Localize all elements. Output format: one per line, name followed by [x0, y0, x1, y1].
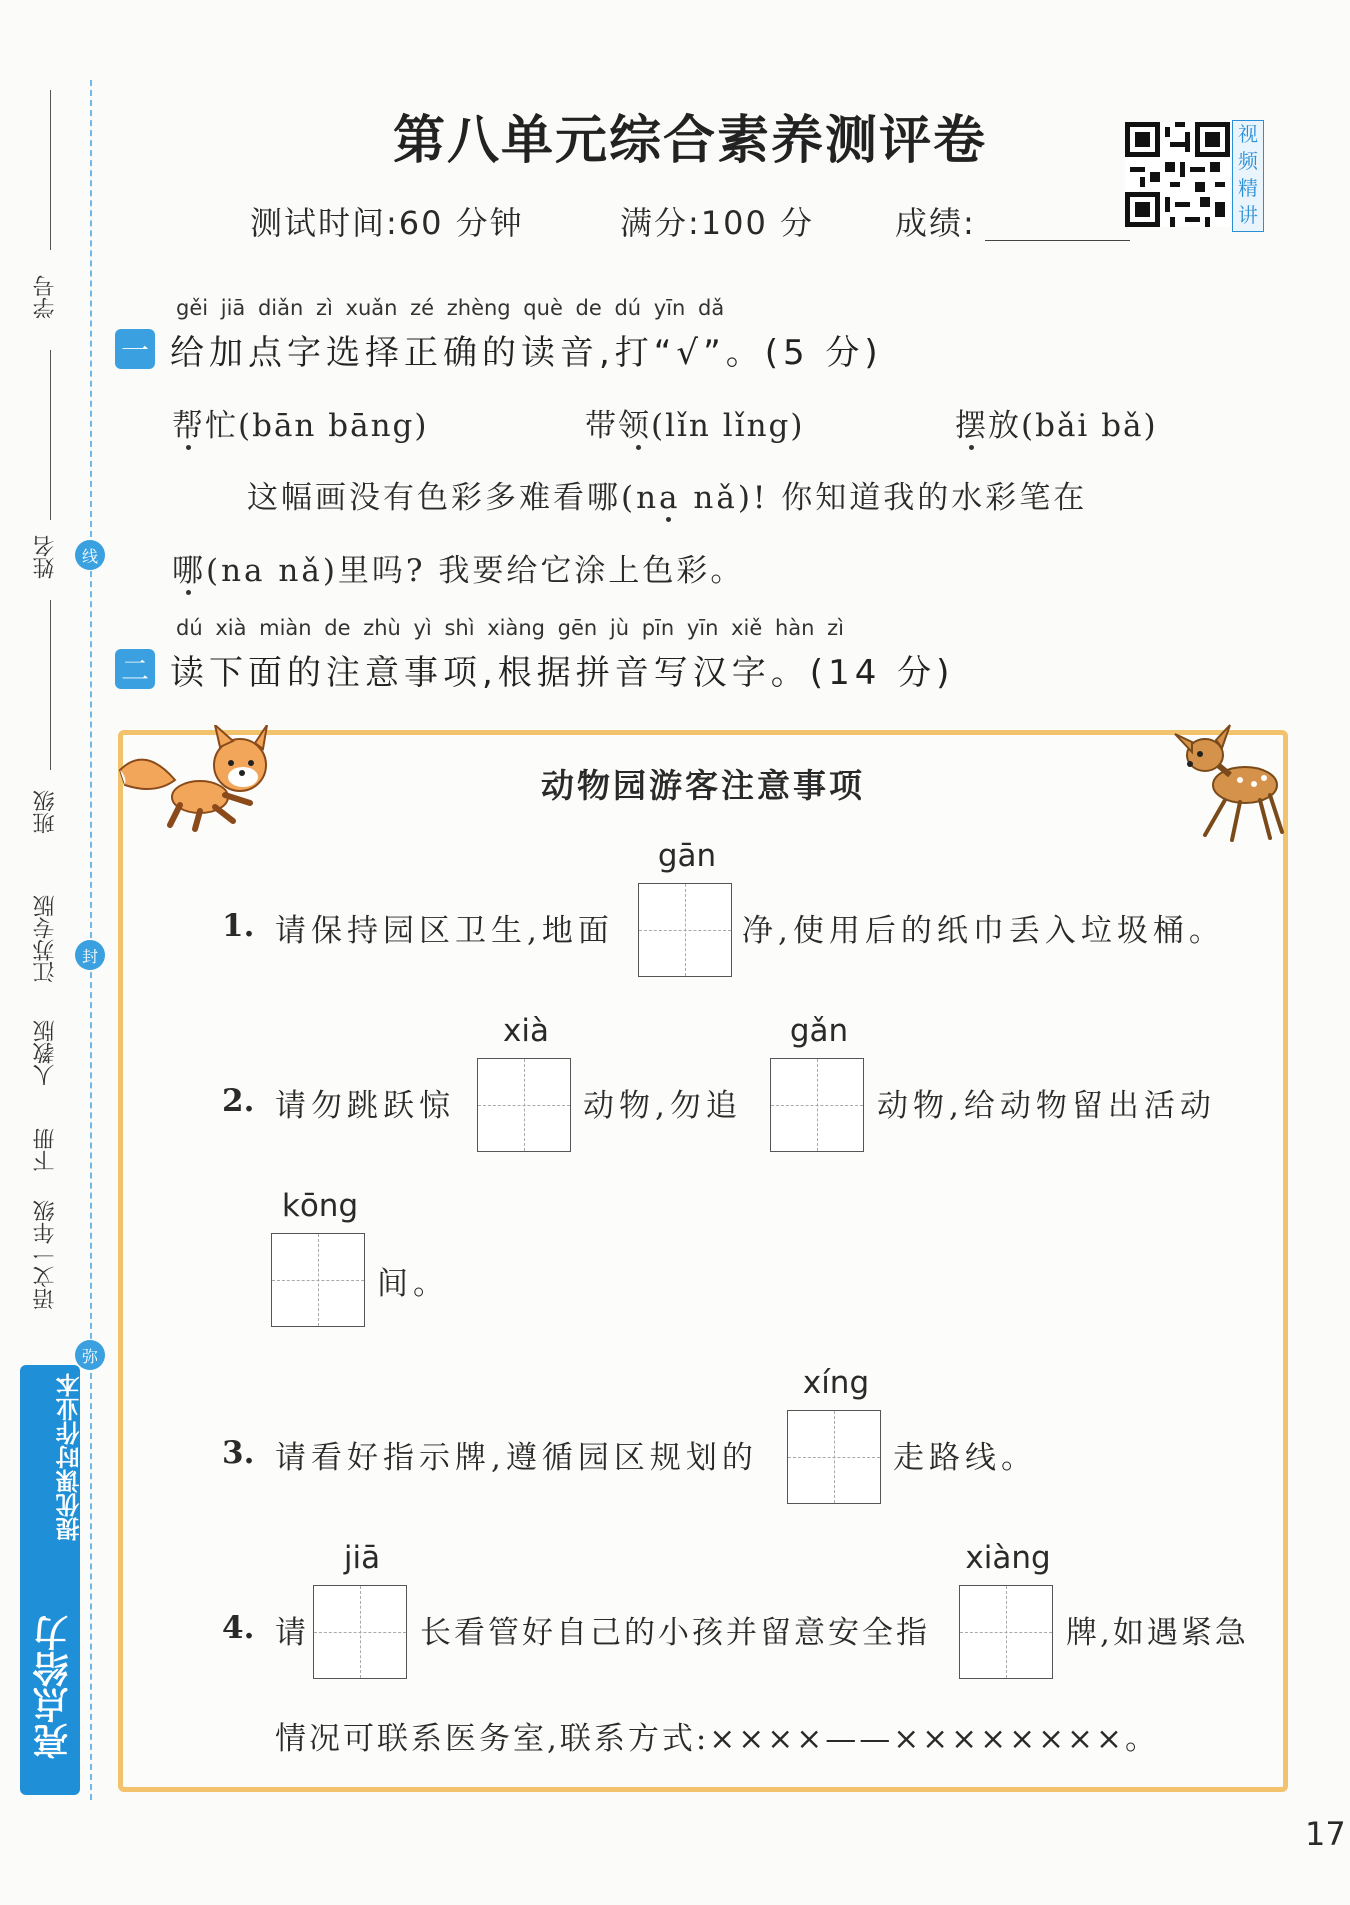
q2-answer-box-1[interactable]: [477, 1058, 571, 1152]
q2-text-middle: 动物,勿追: [583, 1088, 742, 1124]
student-no-label: 学号: [33, 275, 58, 319]
edition-label: 江苏专版: [33, 895, 58, 983]
q2-pinyin-2: gǎn: [789, 1013, 849, 1049]
page-number: 17: [1305, 1815, 1346, 1853]
section1-pinyin: gěi jiā diǎn zì xuǎn zé zhèng què de dú yīn dǎ: [176, 296, 725, 320]
q2-answer-box-3[interactable]: [271, 1233, 365, 1327]
seal-mark: 封: [75, 940, 105, 970]
section2-pinyin: dú xià miàn de zhù yì shì xiàng gēn jù pīn yīn xiě hàn zì: [176, 616, 844, 640]
q4-text-before: 请: [275, 1615, 311, 1651]
q4-text-middle: 长看管好自己的小孩并留意安全指: [420, 1615, 930, 1651]
test-time: 测试时间:60 分钟: [250, 204, 524, 242]
q1-number: 1.: [222, 908, 255, 944]
q2-text-before: 请勿跳跃惊: [275, 1088, 455, 1124]
video-lecture-label[interactable]: 视 频 精 讲: [1232, 120, 1264, 232]
q2-pinyin-1: xià: [503, 1013, 549, 1049]
q1-answer-box[interactable]: [638, 883, 732, 977]
q3-number: 3.: [222, 1435, 255, 1471]
publisher-label: 人教版: [33, 1020, 58, 1086]
emphasis-dot: [969, 445, 974, 450]
bind-mark: 弥: [75, 1340, 105, 1370]
line-mark: 线: [75, 540, 105, 570]
section2-heading: 读下面的注意事项,根据拼音写汉字。(14 分): [170, 653, 955, 693]
q1-text-after: 净,使用后的纸巾丢入垃圾桶。: [742, 913, 1225, 949]
q2-number: 2.: [222, 1083, 255, 1119]
q4-text-after: 牌,如遇紧急: [1066, 1615, 1249, 1651]
student-no-line: [50, 90, 51, 250]
s1-item-baifang: 摆放(bǎi bǎ): [955, 408, 1158, 444]
binding-margin: [0, 0, 98, 1905]
full-score: 满分:100 分: [620, 204, 815, 242]
emphasis-dot: [186, 590, 191, 595]
q4-pinyin-2: xiàng: [965, 1540, 1051, 1576]
brand-band: [20, 1365, 84, 1795]
q4-answer-box-2[interactable]: [959, 1585, 1053, 1679]
name-label: 姓名: [33, 535, 58, 579]
emphasis-dot: [666, 517, 671, 522]
q1-pinyin: gān: [657, 838, 717, 874]
emphasis-dot: [636, 445, 641, 450]
q1-text-before: 请保持园区卫生,地面: [275, 913, 614, 949]
class-label: 班级: [33, 790, 58, 834]
q4-number: 4.: [222, 1610, 255, 1646]
section1-heading: 给加点字选择正确的读音,打“√”。(5 分): [170, 333, 883, 373]
s1-sentence-line1: 这幅画没有色彩多难看哪(na nǎ)! 你知道我的水彩笔在: [247, 480, 1088, 516]
q3-text-before: 请看好指示牌,遵循园区规划的: [275, 1440, 758, 1476]
q2-pinyin-3: kōng: [281, 1188, 359, 1224]
class-line: [50, 600, 51, 770]
s1-item-dailing: 带领(lǐn lǐng): [585, 408, 805, 444]
q4-pinyin-1: jiā: [343, 1540, 381, 1576]
brand-top: 提优课时作业本: [56, 1373, 84, 1541]
panel-title: 动物园游客注意事项: [541, 766, 865, 805]
q3-text-after: 走路线。: [893, 1440, 1037, 1476]
s1-sentence-line2: 哪(na nǎ)里吗? 我要给它涂上色彩。: [172, 553, 745, 589]
s1-item-banmang: 帮忙(bān bāng): [172, 408, 429, 444]
subject-label: 语文一年级: [33, 1200, 58, 1310]
q2-text-after: 动物,给动物留出活动: [877, 1088, 1216, 1124]
emphasis-dot: [186, 445, 191, 450]
brand-main: 亮点给力: [33, 1615, 74, 1759]
section2-number: 二: [115, 649, 155, 689]
q3-pinyin: xíng: [802, 1365, 870, 1401]
volume-label: 下册: [33, 1128, 58, 1172]
page-title: 第八单元综合素养测评卷: [392, 110, 987, 171]
q2-answer-box-2[interactable]: [770, 1058, 864, 1152]
q2-text-end: 间。: [377, 1266, 449, 1302]
name-line: [50, 350, 51, 520]
score-blank[interactable]: [985, 240, 1130, 241]
q4-answer-box-1[interactable]: [313, 1585, 407, 1679]
score-label: 成绩:: [895, 204, 976, 242]
qr-code-icon[interactable]: [1125, 122, 1230, 227]
section1-number: 一: [115, 329, 155, 369]
q4-text-line2: 情况可联系医务室,联系方式:××××——××××××××。: [275, 1721, 1159, 1757]
q3-answer-box[interactable]: [787, 1410, 881, 1504]
